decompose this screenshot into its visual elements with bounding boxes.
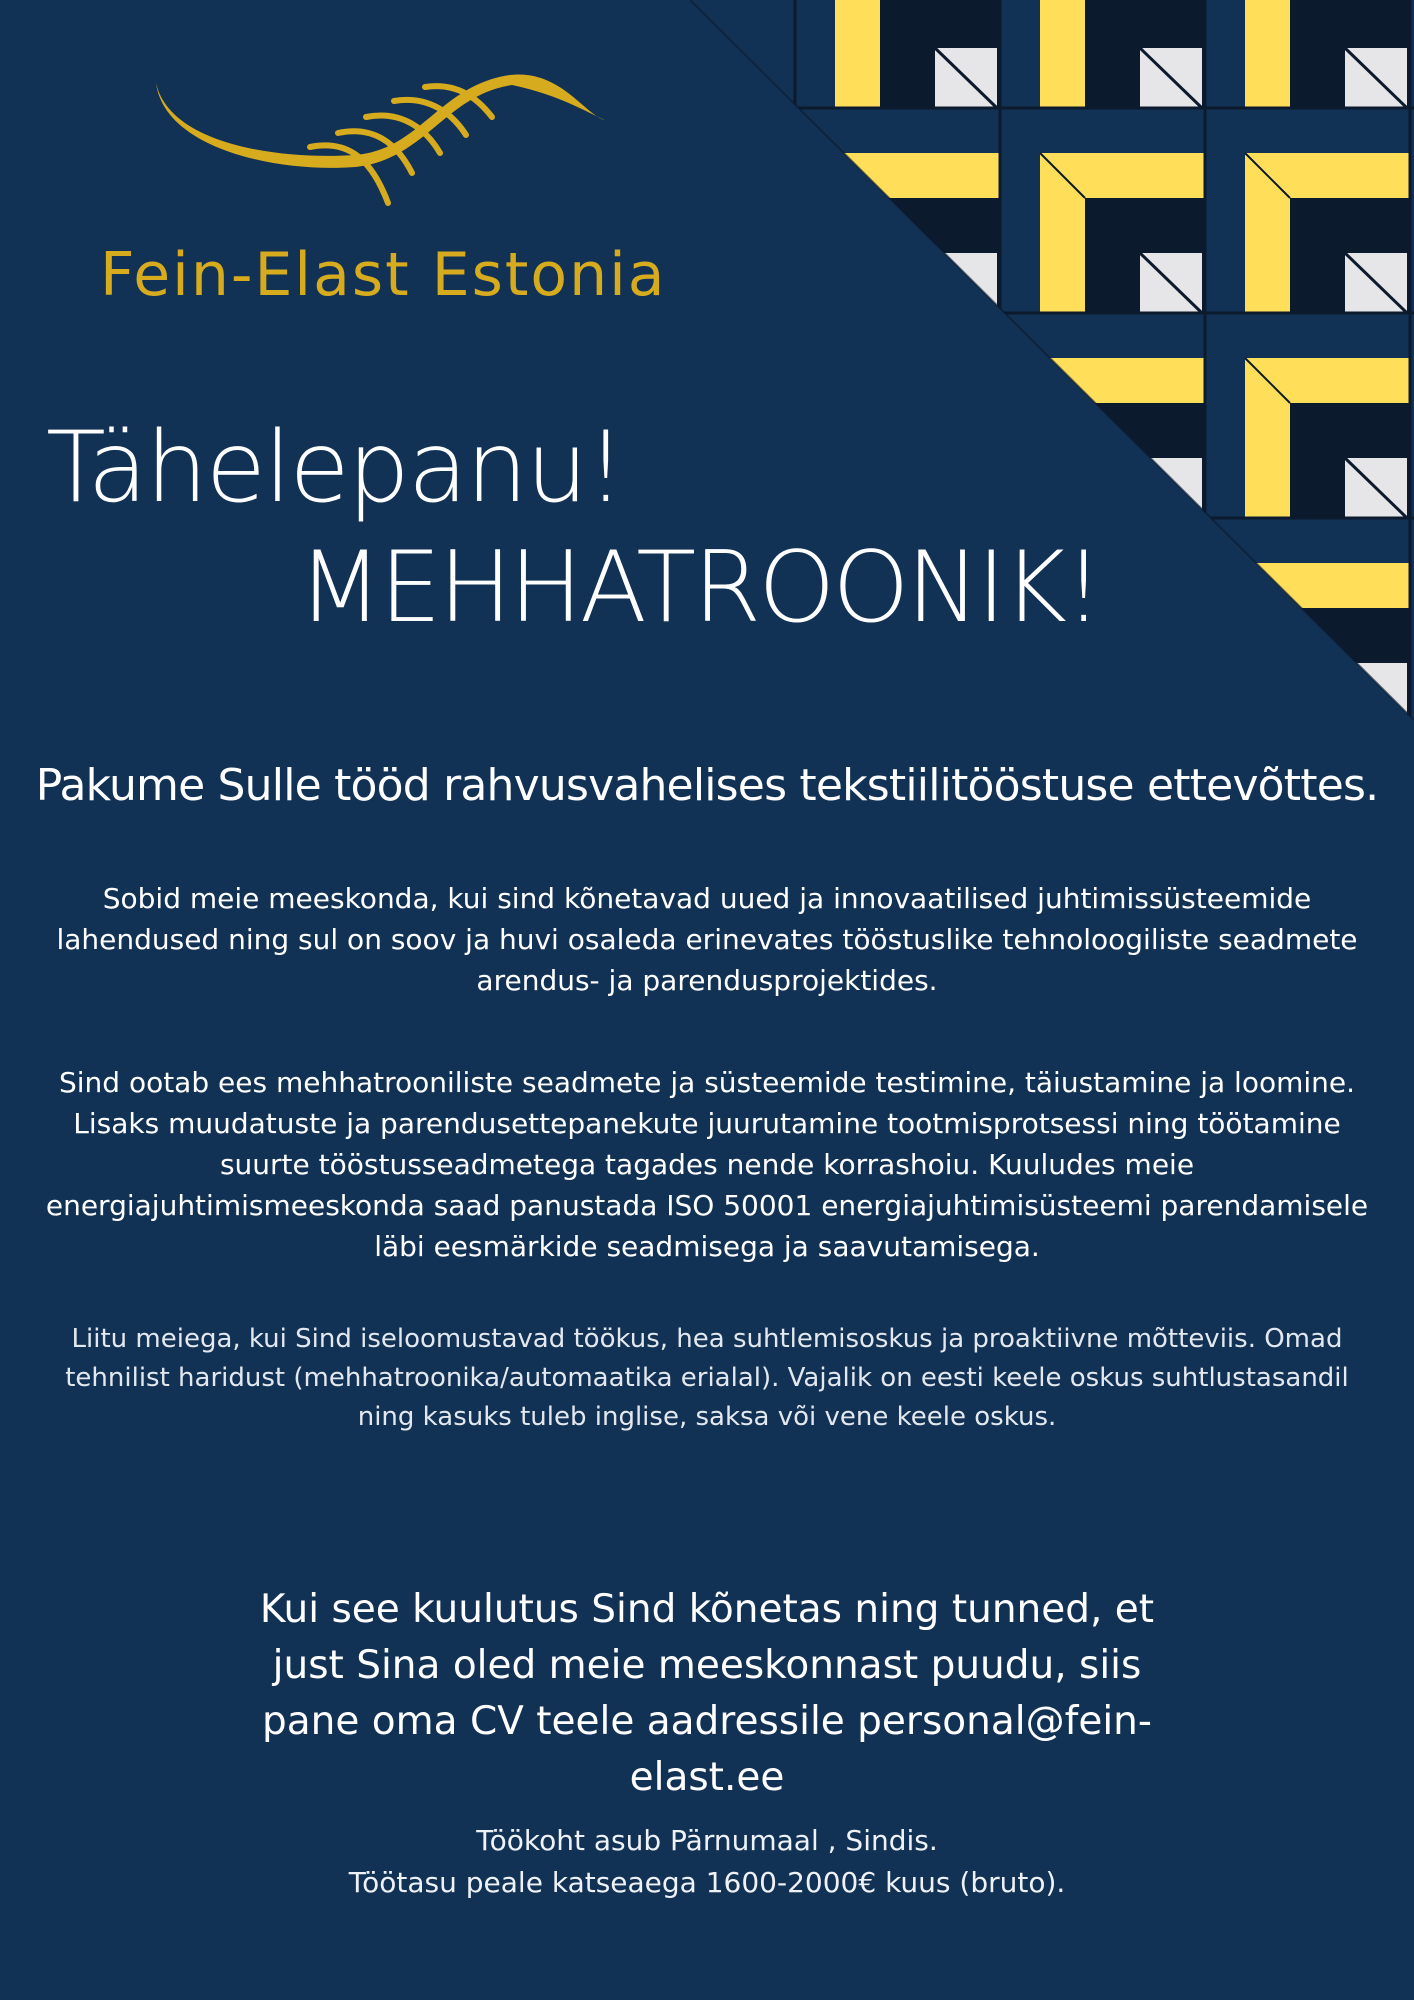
subheadline: Pakume Sulle tööd rahvusvahelises tekstiilitööstuse ettevõttes.	[35, 760, 1379, 811]
headline-job-title: MEHHATROONIK!	[298, 531, 1101, 645]
headline-attention: Tähelepanu!	[46, 411, 624, 525]
requirements-paragraph: Liitu meiega, kui Sind iseloomustavad töökus, hea suhtlemisoskus ja proaktiivne mõtteviis. Omad tehnilist haridust (mehhatroonika/automaatika erialal). Vajalik on eesti keele oskus suhtlustasandil ning kasuks tuleb inglise, saksa või vene keele oskus.	[65, 1324, 1349, 1432]
call-to-action: Kui see kuulutus Sind kõnetas ning tunned, et just Sina oled meie meeskonnast puudu, siis pane oma CV teele aadressile personal@fein-elast.ee	[259, 1587, 1155, 1800]
job-location: Töökoht asub Pärnumaal , Sindis.	[476, 1824, 938, 1857]
wave-stripes-logo-icon	[140, 55, 620, 225]
salary-info: Töötasu peale katseaega 1600-2000€ kuus (bruto).	[348, 1866, 1066, 1899]
duties-paragraph: Sind ootab ees mehhatrooniliste seadmete ja süsteemide testimine, täiustamine ja loomine. Lisaks muudatuste ja parendusettepanekute juurutamine tootmisprotsessi ning töötamine suurte tööstusseadmetega tagades nende korrashoiu. Kuuludes meie energiajuhtimismeeskonda saad panustada ISO 50001 energiajuhtimisüsteemi parendamisele läbi eesmärkide seadmisega ja saavutamisega.	[45, 1066, 1369, 1263]
footer-info	[30, 1820, 1384, 1904]
intro-paragraph: Sobid meie meeskonda, kui sind kõnetavad uued ja innovaatilised juhtimissüsteemide lahendused ning sul on soov ja huvi osaleda erinevates tööstuslike tehnoloogiliste seadmete arendus- ja parendusprojektides.	[56, 882, 1358, 997]
brand-name: Fein-Elast Estonia	[100, 240, 667, 310]
